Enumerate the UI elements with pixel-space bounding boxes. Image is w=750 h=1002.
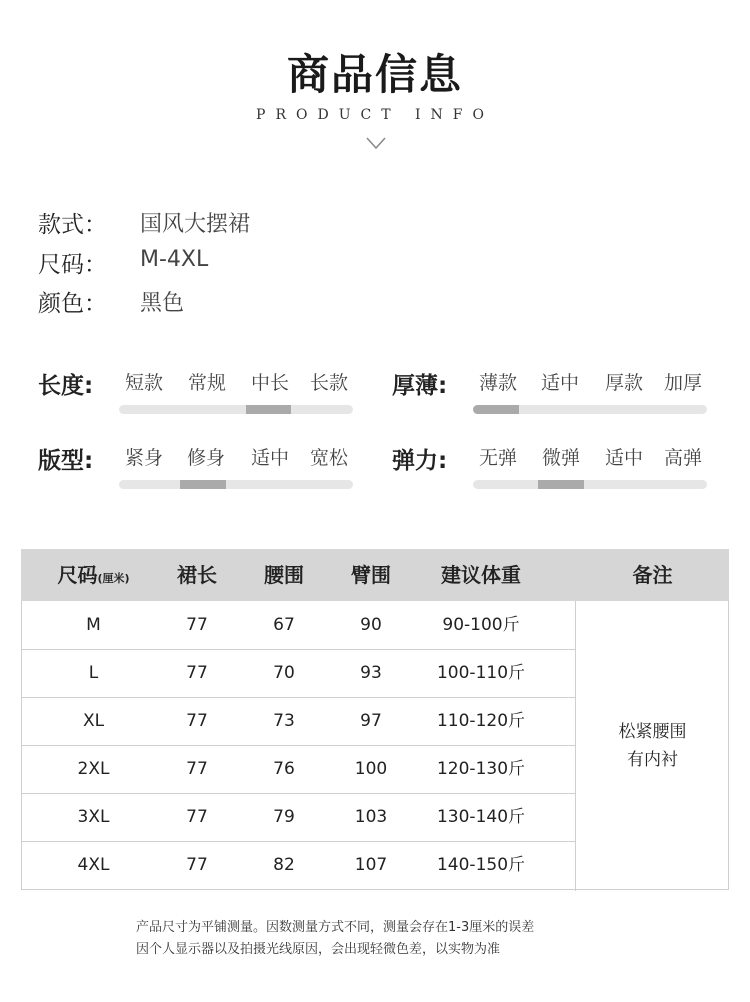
color-label: 颜色： [38,291,107,317]
table-row [21,745,576,794]
cell-size: 2XL [77,759,110,779]
table-row [21,793,576,842]
fit-rating-bar [119,480,353,489]
header-size-unit: (厘米) [97,572,130,585]
length-option: 中长 [250,372,289,394]
cell-weight: 90-100斤 [442,615,520,635]
cell-size: 4XL [77,855,110,875]
thickness-rating-marker [473,405,519,414]
chevron-down-icon [366,136,386,150]
cell-weight: 140-150斤 [436,855,526,875]
table-header [21,549,729,601]
length-rating-marker [246,405,291,414]
table-row [21,841,576,889]
elasticity-option: 适中 [604,447,643,469]
cell-weight: 110-120斤 [436,711,526,731]
table-row [21,601,576,650]
cell-length: 77 [186,663,208,683]
cell-weight: 130-140斤 [436,807,526,827]
header-weight: 建议体重 [441,563,521,587]
thickness-option: 厚款 [604,372,643,394]
cell-waist: 76 [273,759,295,779]
header-length: 裙长 [177,563,217,587]
cell-length: 77 [186,615,208,635]
header-note: 备注 [632,563,673,587]
cell-size: L [88,663,99,683]
note-cell [576,601,729,891]
cell-size: 3XL [77,807,110,827]
thickness-rating-label: 厚薄: [392,373,448,399]
fit-option: 适中 [250,447,289,469]
cell-length: 77 [186,759,208,779]
cell-weight: 100-110斤 [436,663,526,683]
length-option: 长款 [309,372,348,394]
fit-option: 修身 [186,447,225,469]
cell-size: XL [82,711,105,731]
size-value: M-4XL [140,247,209,272]
size-table [21,549,729,891]
fit-rating-marker [180,480,226,489]
length-option: 短款 [124,372,163,394]
header-waist: 腰围 [264,563,304,587]
cell-arm: 97 [360,711,382,731]
fit-option: 紧身 [124,447,163,469]
fit-option: 宽松 [309,447,348,469]
table-row [21,649,576,698]
cell-arm: 100 [354,759,388,779]
cell-waist: 67 [273,615,295,635]
thickness-option: 适中 [540,372,579,394]
cell-length: 77 [186,807,208,827]
size-label: 尺码： [38,252,107,278]
cell-size: M [86,615,101,635]
style-label: 款式： [38,212,107,238]
page-title: 商品信息 [286,50,463,99]
length-option: 常规 [187,372,226,394]
elasticity-option: 微弹 [541,447,580,469]
length-rating-label: 长度: [38,373,94,399]
footer-note: 因个人显示器以及拍摄光线原因，会出现轻微色差，以实物为准 [136,942,501,957]
thickness-rating-bar [473,405,707,414]
footer-note: 产品尺寸为平铺测量。因数测量方式不同，测量会存在1-3厘米的误差 [136,920,535,935]
cell-length: 77 [186,855,208,875]
cell-weight: 120-130斤 [436,759,526,779]
thickness-option: 薄款 [478,372,517,394]
cell-waist: 73 [273,711,295,731]
fit-rating-label: 版型: [38,448,94,474]
elasticity-rating-label: 弹力: [392,448,448,474]
cell-waist: 82 [273,855,295,875]
header-size: 尺码(厘米) [57,563,130,587]
table-row [21,697,576,746]
note-line: 松紧腰围 [618,722,687,742]
cell-arm: 103 [354,807,388,827]
page-subtitle: PRODUCT INFO [256,107,494,123]
thickness-option: 加厚 [663,372,702,394]
length-rating-bar [119,405,353,414]
header-arm: 臂围 [351,563,391,587]
style-value: 国风大摆裙 [140,212,251,237]
cell-arm: 90 [360,615,382,635]
cell-length: 77 [186,711,208,731]
note-line: 有内衬 [627,750,678,770]
elasticity-option: 无弹 [478,447,517,469]
cell-arm: 107 [354,855,388,875]
elasticity-option: 高弹 [663,447,702,469]
cell-waist: 70 [273,663,295,683]
elasticity-rating-bar [473,480,707,489]
elasticity-rating-marker [538,480,584,489]
cell-arm: 93 [360,663,382,683]
color-value: 黑色 [140,291,185,316]
cell-waist: 79 [273,807,295,827]
